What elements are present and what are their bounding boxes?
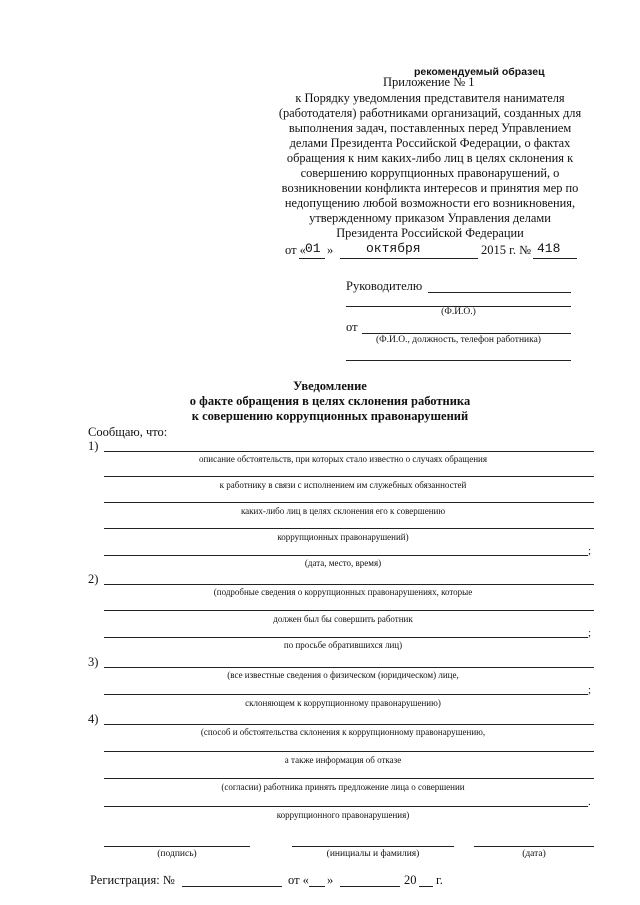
item-number: 4): [88, 712, 99, 726]
signature-field: [104, 846, 250, 847]
appendix-title: Приложение № 1: [383, 75, 475, 89]
registration-from: от «: [288, 873, 309, 887]
period: .: [588, 796, 591, 808]
semicolon: ;: [588, 627, 592, 639]
date-prefix: от «: [285, 243, 306, 257]
from-field: [362, 333, 571, 334]
field-caption: по просьбе обратившихся лиц): [283, 640, 403, 650]
header-line: (работодателя) работниками организаций, созданных для: [278, 106, 582, 120]
field-caption: а также информация об отказе: [284, 755, 402, 765]
date-year: 2015 г. №: [481, 243, 532, 257]
from-caption: (Ф.И.О., должность, телефон работника): [376, 335, 541, 345]
item-number: 1): [88, 439, 99, 453]
from-label: от: [346, 320, 358, 334]
semicolon: ;: [588, 684, 592, 696]
registration-day-field: [309, 886, 325, 887]
header-line: Президента Российской Федерации: [336, 226, 524, 240]
date-caption: (дата): [522, 849, 546, 859]
field-caption: (все известные сведения о физическом (юридическом) лице,: [227, 670, 459, 680]
signature-caption: (подпись): [157, 849, 197, 859]
field-caption: к работнику в связи с исполнением им служебных обязанностей: [219, 480, 467, 490]
field-caption: должен был бы совершить работник: [273, 614, 413, 624]
name-field: [292, 846, 454, 847]
field-caption: (согласии) работника принять предложение лица о совершении: [221, 782, 465, 792]
registration-g: г.: [436, 873, 443, 887]
recommended-sample-stamp: рекомендуемый образец: [414, 66, 545, 78]
field-caption: описание обстоятельств, при которых стало известно о случаях обращения: [198, 454, 487, 464]
field-caption: коррупционных правонарушений): [277, 532, 409, 542]
field-caption: каких-либо лиц в целях склонения его к совершению: [240, 506, 446, 516]
item-number: 3): [88, 655, 99, 669]
header-line: совершению коррупционных правонарушений, о: [300, 166, 560, 180]
header-line: возникновении конфликта интересов и принятия мер по: [281, 181, 579, 195]
intro-text: Сообщаю, что:: [88, 425, 168, 439]
field-caption: коррупционного правонарушения): [276, 810, 410, 820]
date-day: 01: [305, 241, 321, 256]
header-line: недопущению любой возможности его возникновения,: [284, 196, 576, 210]
registration-year-field: [419, 886, 433, 887]
header-line: обращения к ним каких-либо лиц в целях склонения к: [286, 151, 574, 165]
date-month: октября: [366, 241, 421, 256]
name-caption: (инициалы и фамилия): [326, 849, 420, 859]
field-caption: (подробные сведения о коррупционных правонарушениях, которые: [213, 587, 473, 597]
field-caption: (дата, место, время): [304, 558, 382, 568]
notice-subtitle: о факте обращения в целях склонения работника: [189, 394, 471, 408]
notice-subtitle: к совершению коррупционных правонарушений: [191, 409, 469, 423]
order-number: 418: [537, 241, 561, 256]
registration-year: 20: [404, 873, 417, 887]
semicolon: ;: [588, 545, 592, 557]
from-field-2: [346, 360, 571, 361]
header-line: утвержденному приказом Управления делами: [309, 211, 551, 225]
registration-label: Регистрация: №: [90, 873, 175, 887]
registration-number-field: [182, 886, 282, 887]
date-field: [474, 846, 594, 847]
item-number: 2): [88, 572, 99, 586]
to-field: [428, 292, 571, 293]
header-line: делами Президента Российской Федерации, о фактах: [289, 136, 571, 150]
to-label: Руководителю: [346, 279, 423, 293]
field-caption: (способ и обстоятельства склонения к коррупционному правонарушению,: [200, 727, 486, 737]
registration-month-field: [340, 886, 400, 887]
header-line: к Порядку уведомления представителя нанимателя: [295, 91, 565, 105]
fio-caption: (Ф.И.О.): [441, 307, 476, 317]
field-caption: склоняющем к коррупционному правонарушению): [245, 698, 441, 708]
notice-title: Уведомление: [293, 379, 367, 393]
registration-mid: »: [327, 873, 334, 887]
header-line: выполнения задач, поставленных перед Управлением: [288, 121, 572, 135]
date-mid: »: [327, 243, 334, 257]
